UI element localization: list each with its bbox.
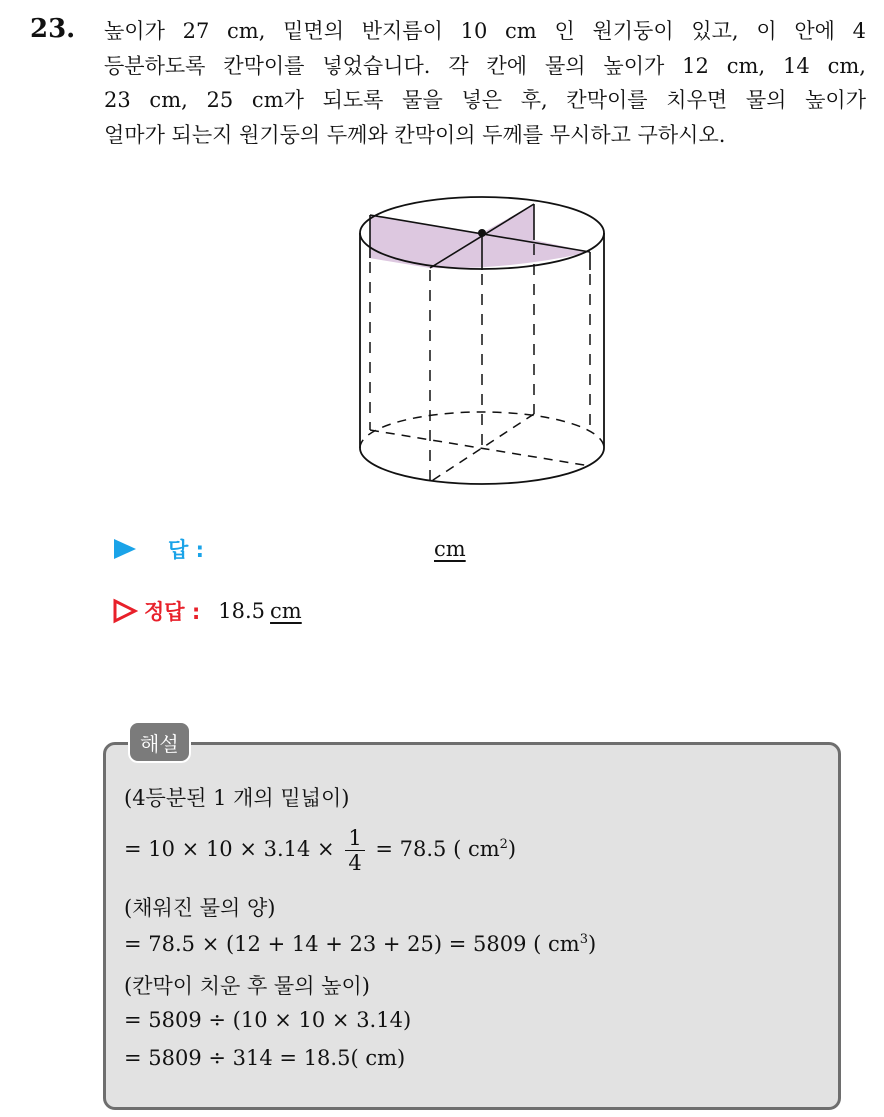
solution-line: (채워진 물의 양) [124, 896, 276, 920]
solution-expr: = 10 × 10 × 3.14 × [124, 837, 335, 861]
question-number: 23. [30, 14, 76, 44]
superscript: 3 [579, 932, 588, 947]
question-line: 23 cm, 25 cm가 되도록 물을 넣은 후, 칸막이를 치우면 물의 높이가 [104, 88, 866, 112]
question-line: 얼마가 되는지 원기둥의 두께와 칸막이의 두께를 무시하고 구하시오. [104, 122, 726, 147]
answer-label: 답 : [168, 538, 204, 562]
correct-answer-value: 18.5 [218, 599, 266, 623]
solution-line: (4등분된 1 개의 밑넓이) [124, 786, 350, 810]
fraction [345, 826, 364, 875]
hidden-edge [370, 430, 590, 466]
solution-line: = 5809 ÷ (10 × 10 × 3.14) [124, 1008, 412, 1032]
answer-unit: cm [434, 537, 466, 561]
answer-arrow-icon [112, 537, 138, 561]
question-line: 등분하도록 칸막이를 넣었습니다. 각 칸에 물의 높이가 12 cm, 14 cm, [104, 53, 866, 78]
solution-expr: ) [507, 837, 517, 861]
cylinder-diagram [350, 190, 612, 490]
superscript: 2 [499, 837, 508, 852]
cylinder-bottom-front [360, 448, 604, 484]
center-point [478, 229, 486, 237]
solution-line [124, 932, 596, 956]
correct-answer-unit: cm [270, 599, 302, 623]
solution-line [124, 826, 516, 875]
solution-line: = 5809 ÷ 314 = 18.5( cm) [124, 1046, 406, 1070]
solution-expr: ) [587, 932, 597, 956]
solution-tag: 해설 [128, 721, 191, 763]
solution-expr: = 78.5 ( cm [375, 837, 500, 861]
solution-line: (칸막이 치운 후 물의 높이) [124, 974, 370, 998]
question-text [104, 14, 866, 152]
correct-answer-label: 정답 : [144, 600, 201, 624]
question-line: 높이가 27 cm, 밑면의 반지름이 10 cm 인 원기둥이 있고, 이 안에 4 [104, 19, 866, 43]
answer-row [112, 534, 466, 564]
correct-arrow-icon [112, 598, 138, 624]
correct-answer-row [112, 596, 302, 626]
fraction-denominator: 4 [348, 851, 362, 875]
solution-expr: = 78.5 × (12 + 14 + 23 + 25) = 5809 ( cm [124, 932, 580, 956]
fraction-numerator: 1 [345, 826, 364, 851]
